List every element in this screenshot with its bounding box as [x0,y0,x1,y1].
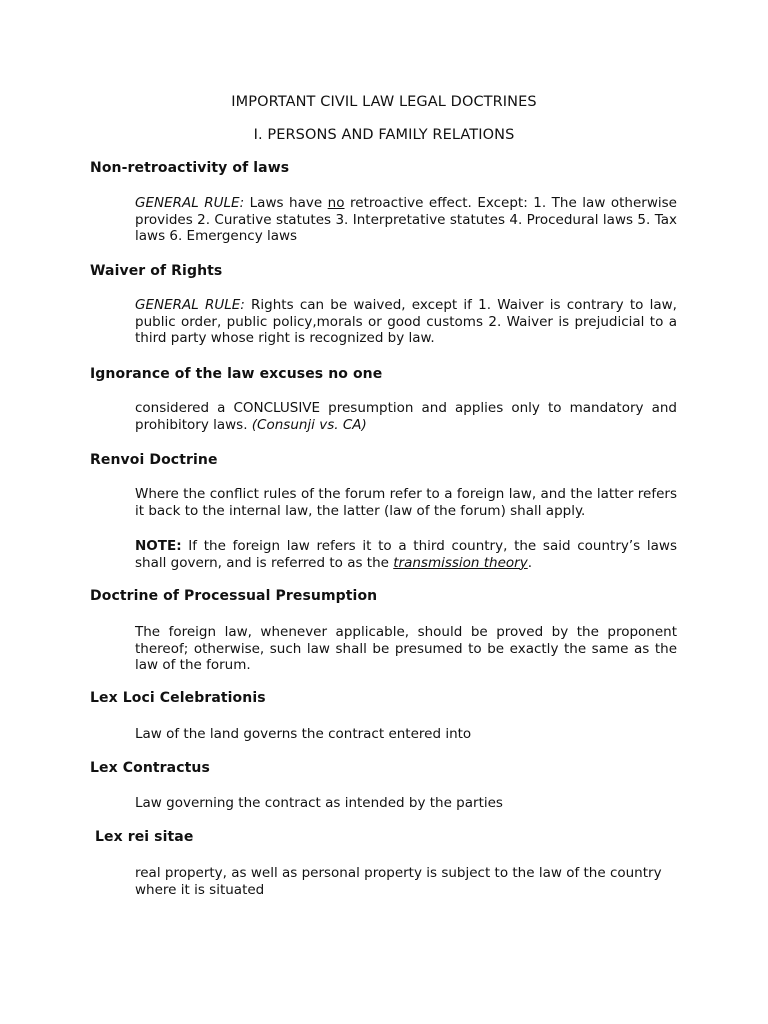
punctuation: . [527,554,533,571]
paragraph-text: If the foreign law refers it to a third country, the said country’s laws shall govern, and is referred to as the [135,538,677,571]
heading-ignorance-of-law: Ignorance of the law excuses no one [90,366,383,382]
heading-renvoi-doctrine: Renvoi Doctrine [90,452,218,468]
paragraph-non-retroactivity [135,195,677,245]
emphasis-no: no [327,195,345,211]
rule-label: GENERAL RULE: [135,195,245,211]
heading-waiver-of-rights: Waiver of Rights [90,263,223,279]
note-label: NOTE: [135,538,182,554]
paragraph-processual-presumption: The foreign law, whenever applicable, should be proved by the proponent thereof; otherwise, such law shall be presumed to be exactly the same as the law of the forum. [135,624,677,673]
rule-label: GENERAL RULE: [135,297,245,313]
paragraph-text: Laws have [244,195,328,211]
document-subtitle: I. PERSONS AND FAMILY RELATIONS [253,127,515,143]
heading-non-retroactivity: Non-retroactivity of laws [90,160,290,176]
heading-lex-contractus: Lex Contractus [90,760,210,776]
heading-lex-rei-sitae: Lex rei sitae [90,829,194,845]
heading-lex-loci-celebrationis: Lex Loci Celebrationis [90,690,266,706]
paragraph-lex-loci-celebrationis: Law of the land governs the contract entered into [135,726,472,742]
document-title: IMPORTANT CIVIL LAW LEGAL DOCTRINES [231,94,537,110]
case-citation: (Consunji vs. CA) [251,416,367,433]
paragraph-text: considered a CONCLUSIVE presumption and applies only to mandatory and prohibitory laws. [135,400,677,433]
transmission-theory-term: transmission theory [393,554,528,571]
paragraph-waiver-of-rights [135,297,677,347]
paragraph-text: retroactive effect. Except: 1. The law otherwise provides 2. Curative statutes 3. Interpretative statutes 4. Procedural laws 5. Tax laws 6. Emergency laws [135,195,677,244]
paragraph-renvoi-note [135,538,677,571]
paragraph-text: Rights can be waived, except if 1. Waiver is contrary to law, public order, public policy,morals or good customs 2. Waiver is prejudicial to a third party whose right is recognized by law. [135,297,677,346]
paragraph-lex-contractus: Law governing the contract as intended by the parties [135,795,503,811]
paragraph-lex-rei-sitae: real property, as well as personal property is subject to the law of the country where it is situated [135,865,662,898]
paragraph-renvoi-doctrine: Where the conflict rules of the forum refer to a foreign law, and the latter refers it back to the internal law, the latter (law of the forum) shall apply. [135,486,677,519]
heading-processual-presumption: Doctrine of Processual Presumption [90,588,378,604]
paragraph-ignorance-of-law [135,400,677,433]
